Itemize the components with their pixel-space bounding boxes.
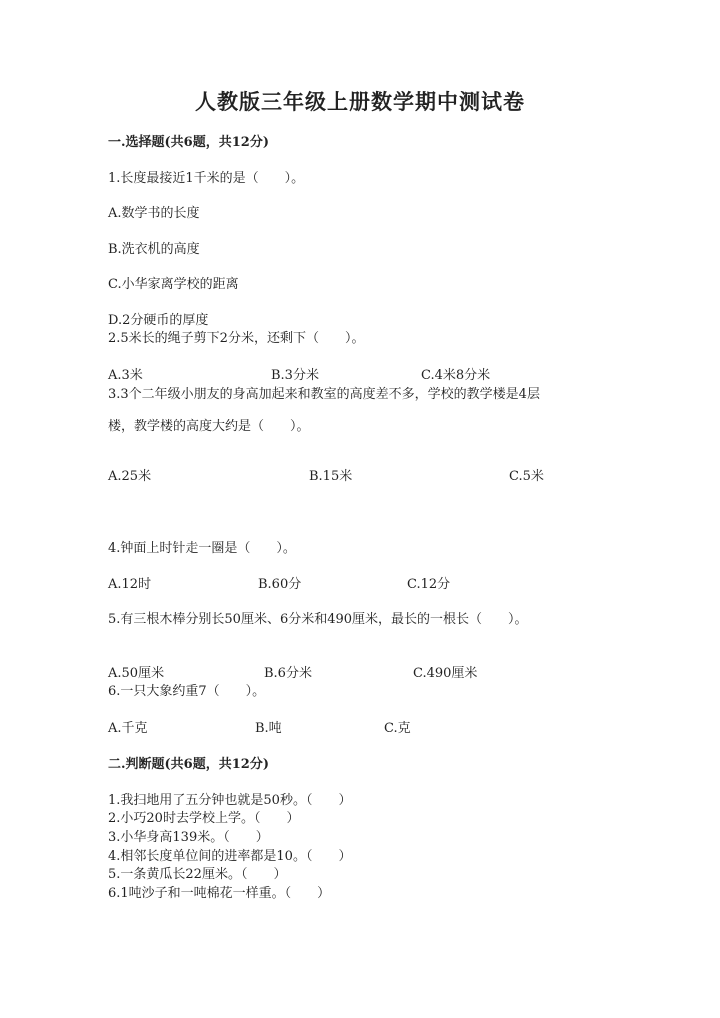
page-title: 人教版三年级上册数学期中测试卷 [195,89,525,114]
question-3-stem-line-2: 楼，教学楼的高度大约是（ ）。 [108,419,310,434]
question-5-stem: 5.有三根木棒分别长50厘米、6分米和490厘米，最长的一根长（ ）。 [108,612,528,627]
question-3-option-c: C.5米 [509,469,544,484]
question-1-option-a: A.数学书的长度 [108,206,200,221]
question-4-option-c: C.12分 [407,577,451,592]
judgement-item-5: 5.一条黄瓜长22厘米。（ ） [108,867,287,882]
question-5-option-a: A.50厘米 [108,666,165,681]
question-1-option-d: D.2分硬币的厚度 [108,313,209,328]
question-3-option-a: A.25米 [108,469,152,484]
section-heading-choice: 一.选择题(共6题，共12分) [108,135,269,150]
question-5-option-b: B.6分米 [264,666,312,681]
question-2-stem: 2.5米长的绳子剪下2分米，还剩下（ ）。 [108,331,365,346]
question-4-option-b: B.60分 [258,577,302,592]
judgement-item-2: 2.小巧20时去学校上学。（ ） [108,811,300,826]
judgement-item-4: 4.相邻长度单位间的进率都是10。（ ） [108,849,352,864]
judgement-item-6: 6.1吨沙子和一吨棉花一样重。（ ） [108,886,331,901]
question-6-option-c: C.克 [384,721,411,736]
judgement-item-3: 3.小华身高139米。（ ） [108,830,269,845]
question-1-stem: 1.长度最接近1千米的是（ ）。 [108,171,305,186]
question-1-option-c: C.小华家离学校的距离 [108,277,239,292]
question-2-option-a: A.3米 [108,368,143,383]
judgement-item-1: 1.我扫地用了五分钟也就是50秒。（ ） [108,793,352,808]
question-3-option-b: B.15米 [309,469,353,484]
question-4-stem: 4.钟面上时针走一圈是（ ）。 [108,541,296,556]
question-5-option-c: C.490厘米 [413,666,478,681]
question-3-stem-line-1: 3.3个二年级小朋友的身高加起来和教室的高度差不多，学校的教学楼是4层 [108,387,540,402]
question-6-stem: 6.一只大象约重7（ ）。 [108,684,266,699]
question-2-option-b: B.3分米 [271,368,319,383]
question-6-option-a: A.千克 [108,721,148,736]
question-4-option-a: A.12时 [108,577,152,592]
section-heading-judgement: 二.判断题(共6题，共12分) [108,757,269,772]
question-6-option-b: B.吨 [255,721,282,736]
question-1-option-b: B.洗衣机的高度 [108,242,200,257]
question-2-option-c: C.4米8分米 [421,368,491,383]
